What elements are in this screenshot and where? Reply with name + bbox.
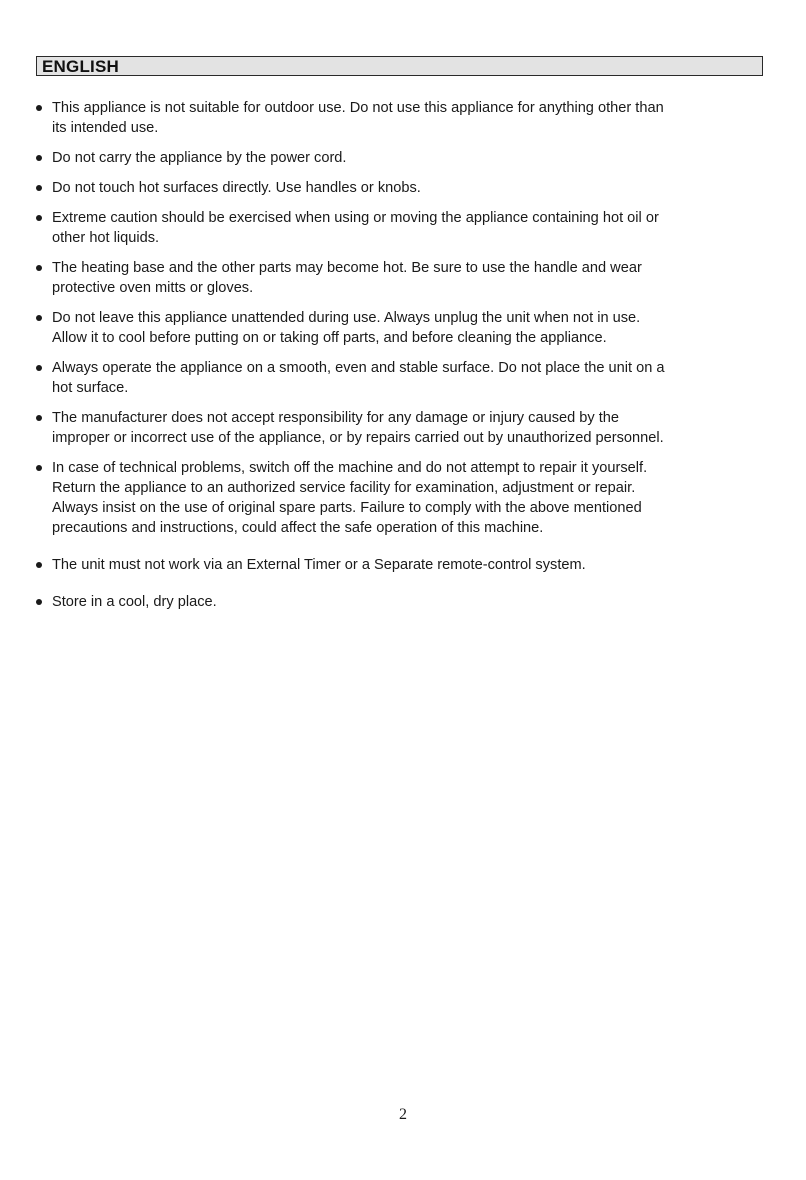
list-item <box>36 308 770 348</box>
list-item-text: other hot liquids. <box>52 230 160 246</box>
list-item-text: Extreme caution should be exercised when using or moving the appliance containing hot oil or <box>52 210 659 226</box>
list-item-text: its intended use. <box>52 120 159 136</box>
list-item <box>36 358 770 398</box>
bullet-dot-icon <box>36 155 42 161</box>
list-item-text: hot surface. <box>52 380 129 396</box>
list-item <box>36 408 770 448</box>
list-item-text: Do not leave this appliance unattended during use. Always unplug the unit when not in use. <box>52 310 641 326</box>
list-item <box>36 208 770 248</box>
safety-instructions-list <box>36 98 770 622</box>
bullet-dot-icon <box>36 415 42 421</box>
bullet-dot-icon <box>36 215 42 221</box>
list-item-text: In case of technical problems, switch off the machine and do not attempt to repair it yourself. <box>52 460 648 476</box>
list-item-text: Do not touch hot surfaces directly. Use handles or knobs. <box>52 180 421 196</box>
list-item <box>36 258 770 298</box>
section-title: ENGLISH <box>42 57 119 76</box>
page-number: 2 <box>399 1106 407 1123</box>
list-item <box>36 178 770 198</box>
bullet-dot-icon <box>36 265 42 271</box>
list-item <box>36 555 770 575</box>
list-item-text: The manufacturer does not accept responsibility for any damage or injury caused by the <box>52 410 620 426</box>
list-item-text: Always insist on the use of original spare parts. Failure to comply with the above mentioned <box>52 500 642 516</box>
bullet-dot-icon <box>36 365 42 371</box>
list-item-text: Allow it to cool before putting on or taking off parts, and before cleaning the appliance. <box>52 330 607 346</box>
list-item-text: precautions and instructions, could affect the safe operation of this machine. <box>52 520 544 536</box>
list-item-text: Return the appliance to an authorized service facility for examination, adjustment or repair. <box>52 480 636 496</box>
list-item <box>36 458 770 538</box>
list-item-text: improper or incorrect use of the appliance, or by repairs carried out by unauthorized personnel. <box>52 430 664 446</box>
list-item-text: protective oven mitts or gloves. <box>52 280 254 296</box>
bullet-dot-icon <box>36 465 42 471</box>
bullet-dot-icon <box>36 105 42 111</box>
list-item-text: This appliance is not suitable for outdoor use. Do not use this appliance for anything other than <box>52 100 664 116</box>
list-item-text: The heating base and the other parts may become hot. Be sure to use the handle and wear <box>52 260 642 276</box>
bullet-dot-icon <box>36 185 42 191</box>
list-item-text: Store in a cool, dry place. <box>52 594 217 610</box>
section-header <box>36 56 763 76</box>
list-item <box>36 592 770 612</box>
list-item-text: Do not carry the appliance by the power cord. <box>52 150 347 166</box>
list-item <box>36 148 770 168</box>
bullet-dot-icon <box>36 599 42 605</box>
list-item-text: The unit must not work via an External Timer or a Separate remote-control system. <box>52 557 586 573</box>
bullet-dot-icon <box>36 315 42 321</box>
list-item-text: Always operate the appliance on a smooth, even and stable surface. Do not place the unit on a <box>52 360 665 376</box>
bullet-dot-icon <box>36 562 42 568</box>
list-item <box>36 98 770 138</box>
